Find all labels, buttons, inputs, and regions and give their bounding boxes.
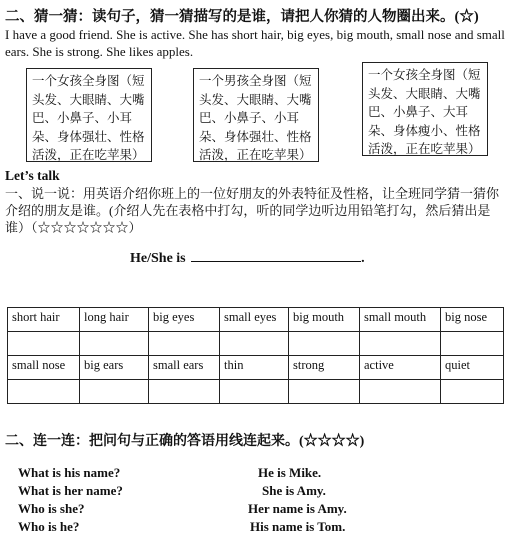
- trait-cell: small eyes: [220, 308, 289, 332]
- reading-passage: I have a good friend. She is active. She has short hair, big eyes, big mouth, small nose and small ears. She is strong. She likes apples.: [5, 27, 505, 59]
- trait-cell: small mouth: [360, 308, 441, 332]
- trait-cell: quiet: [441, 356, 504, 380]
- trait-cell: big mouth: [289, 308, 360, 332]
- answer-2[interactable]: She is Amy.: [262, 483, 326, 498]
- check-cell[interactable]: [149, 332, 220, 356]
- trait-cell: thin: [220, 356, 289, 380]
- check-cell[interactable]: [289, 332, 360, 356]
- section-heading-guess: 二、猜一猜：读句子，猜一猜描写的是谁，请把人你猜的人物圈出来。(☆): [5, 9, 479, 25]
- answer-blank[interactable]: [191, 247, 361, 262]
- trait-cell: strong: [289, 356, 360, 380]
- picture-option-box-1[interactable]: [26, 68, 152, 162]
- answer-1[interactable]: He is Mike.: [258, 465, 322, 480]
- check-cell[interactable]: [220, 332, 289, 356]
- check-cell[interactable]: [360, 332, 441, 356]
- trait-cell: small ears: [149, 356, 220, 380]
- picture-option-text-3: 一个女孩全身图（短头发、大眼睛、大嘴巴、小鼻子、大耳朵、身体瘦小、性格活泼，正在吃苹果）: [368, 68, 481, 156]
- trait-cell: long hair: [80, 308, 149, 332]
- check-cell[interactable]: [360, 380, 441, 404]
- check-cell[interactable]: [8, 332, 80, 356]
- question-1[interactable]: What is his name?: [18, 465, 121, 480]
- check-cell[interactable]: [8, 380, 80, 404]
- answer-4[interactable]: His name is Tom.: [250, 519, 346, 534]
- lets-talk-title: Let’s talk: [5, 168, 60, 183]
- table-row: [8, 380, 504, 404]
- traits-table: [7, 307, 504, 404]
- picture-option-box-3[interactable]: [362, 62, 488, 156]
- question-4[interactable]: Who is he?: [18, 519, 80, 534]
- table-row: [8, 356, 504, 380]
- check-cell[interactable]: [149, 380, 220, 404]
- table-row: [8, 332, 504, 356]
- he-she-is-label: He/She is: [130, 251, 186, 266]
- talk-instruction: 一、说一说：用英语介绍你班上的一位好朋友的外表特征及性格，让全班同学猜一猜你介绍的朋友是谁。(介绍人先在表格中打勾，听的同学边听边用铅笔打勾，然后猜出是谁）（☆☆☆☆☆☆☆）: [5, 186, 500, 235]
- check-cell[interactable]: [220, 380, 289, 404]
- check-cell[interactable]: [441, 380, 504, 404]
- picture-option-text-1: 一个女孩全身图（短头发、大眼睛、大嘴巴、小鼻子、小耳朵、身体强壮、性格活泼，正在吃苹果）: [32, 74, 145, 162]
- trait-cell: big ears: [80, 356, 149, 380]
- trait-cell: short hair: [8, 308, 80, 332]
- table-row: [8, 308, 504, 332]
- trait-cell: big nose: [441, 308, 504, 332]
- trait-cell: small nose: [8, 356, 80, 380]
- check-cell[interactable]: [289, 380, 360, 404]
- trait-cell: big eyes: [149, 308, 220, 332]
- picture-option-text-2: 一个男孩全身图（短头发、大眼睛、大嘴巴、小鼻子、小耳朵、身体强壮、性格活泼，正在吃苹果）: [199, 74, 312, 162]
- section-heading-match: 二、连一连：把问句与正确的答语用线连起来。(☆☆☆☆): [5, 434, 365, 449]
- sentence-period: .: [361, 251, 365, 266]
- answer-3[interactable]: Her name is Amy.: [248, 501, 347, 516]
- picture-option-box-2[interactable]: [193, 68, 319, 162]
- check-cell[interactable]: [80, 380, 149, 404]
- trait-cell: active: [360, 356, 441, 380]
- check-cell[interactable]: [80, 332, 149, 356]
- check-cell[interactable]: [441, 332, 504, 356]
- he-she-is-sentence: [130, 247, 365, 267]
- question-2[interactable]: What is her name?: [18, 483, 123, 498]
- question-3[interactable]: Who is she?: [18, 501, 85, 516]
